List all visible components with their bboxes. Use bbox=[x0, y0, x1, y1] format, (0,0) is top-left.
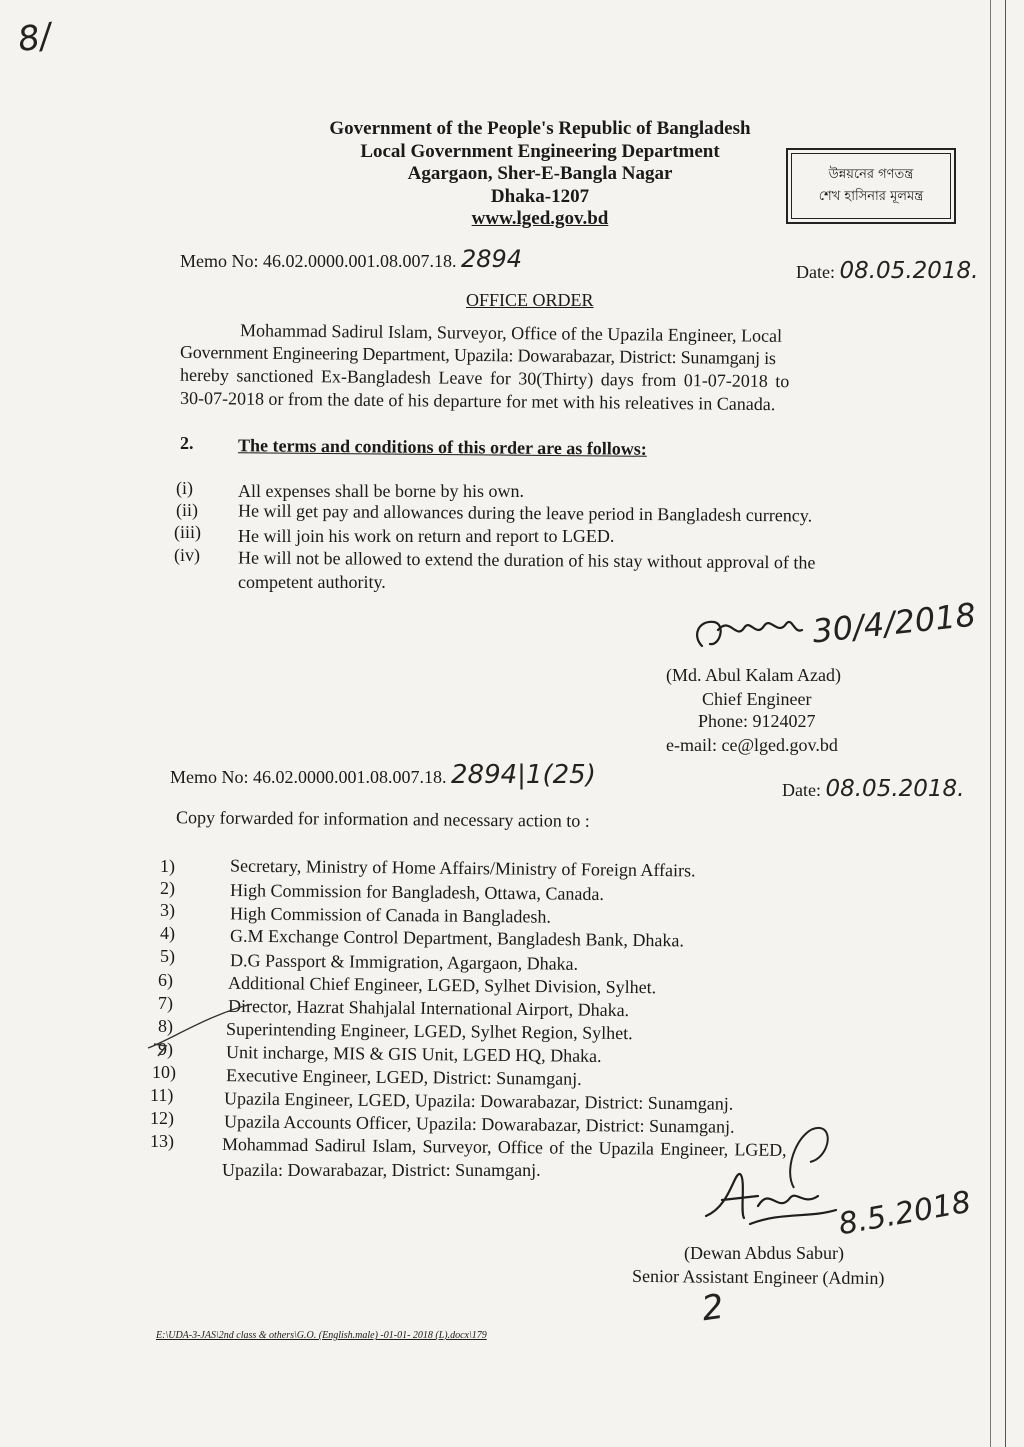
order-para-line-3: hereby sanctioned Ex-Bangladesh Leave for 30(Thirty) days from 01-07-2018 to bbox=[179, 364, 790, 392]
recipient-number: 11) bbox=[150, 1085, 174, 1105]
order-title: OFFICE ORDER bbox=[466, 290, 594, 310]
recipient-text-continued: Upazila: Dowarabazar, District: Sunamganj. bbox=[222, 1160, 541, 1180]
copy-memo-handwritten-number: 2894|1(25) bbox=[451, 760, 596, 790]
order-para-line-2: Government Engineering Department, Upazila: Dowarabazar, District: Sunamganj is bbox=[179, 341, 776, 369]
recipient-text: Upazila Engineer, LGED, Upazila: Dowarabazar, District: Sunamganj. bbox=[223, 1088, 734, 1114]
copy-memo-label: Memo No: 46.02.0000.001.08.007.18. bbox=[170, 767, 447, 787]
term-text: He will join his work on return and report to LGED. bbox=[238, 526, 615, 546]
header-city: Dhaka-1207 bbox=[490, 186, 590, 207]
margin-note: 2 bbox=[699, 1286, 727, 1330]
recipient-number: 9) bbox=[158, 1039, 173, 1059]
chief-engineer-name: (Md. Abul Kalam Azad) bbox=[666, 665, 841, 685]
senior-engineer-name: (Dewan Abdus Sabur) bbox=[684, 1243, 844, 1263]
recipient-text: Mohammad Sadirul Islam, Surveyor, Office of the Upazila Engineer, LGED, bbox=[221, 1134, 787, 1160]
page-edge-scan-border bbox=[990, 0, 1006, 1447]
section-number: 2. bbox=[180, 433, 194, 453]
term-number: (ii) bbox=[176, 500, 198, 520]
recipient-text: Upazila Accounts Officer, Upazila: Dowarabazar, District: Sunamganj. bbox=[223, 1111, 735, 1137]
chief-engineer-email[interactable]: e-mail: ce@lged.gov.bd bbox=[666, 735, 838, 755]
recipient-text: Secretary, Ministry of Home Affairs/Ministry of Foreign Affairs. bbox=[229, 855, 696, 881]
order-date-label: Date: bbox=[796, 262, 835, 282]
senior-engineer-signature bbox=[700, 1166, 840, 1236]
recipient-number: 10) bbox=[152, 1062, 176, 1082]
recipient-number: 2) bbox=[160, 878, 175, 898]
recipient-number: 12) bbox=[150, 1108, 174, 1128]
senior-engineer-signature-date: 8.5.2018 bbox=[835, 1184, 974, 1243]
chief-engineer-phone: Phone: 9124027 bbox=[698, 711, 816, 731]
recipient-number: 8) bbox=[158, 1016, 173, 1036]
recipient-text: High Commission of Canada in Bangladesh. bbox=[229, 903, 552, 927]
recipient-text: G.M Exchange Control Department, Bangladesh Bank, Dhaka. bbox=[229, 925, 684, 951]
order-memo-label: Memo No: 46.02.0000.001.08.007.18. bbox=[180, 251, 457, 271]
copy-date bbox=[782, 778, 964, 801]
order-date-handwritten: 08.05.2018. bbox=[839, 258, 979, 284]
recipient-number: 7) bbox=[158, 993, 173, 1013]
section-heading: The terms and conditions of this order are as follows: bbox=[237, 435, 647, 459]
recipient-text: Executive Engineer, LGED, District: Sunamganj. bbox=[225, 1065, 582, 1089]
term-number: (i) bbox=[176, 478, 193, 498]
chief-engineer-signature bbox=[690, 606, 810, 666]
term-number: (iii) bbox=[174, 522, 201, 542]
header-department: Local Government Engineering Department bbox=[360, 141, 720, 162]
recipient-number: 13) bbox=[150, 1131, 174, 1151]
recipient-text: Additional Chief Engineer, LGED, Sylhet Division, Sylhet. bbox=[227, 972, 657, 998]
term-text-continued: competent authority. bbox=[238, 572, 386, 592]
page-number-mark: 8/ bbox=[15, 15, 54, 61]
recipient-number: 4) bbox=[160, 923, 175, 943]
recipient-text: Unit incharge, MIS & GIS Unit, LGED HQ, Dhaka. bbox=[225, 1042, 602, 1066]
recipient-text: D.G Passport & Immigration, Agargaon, Dhaka. bbox=[229, 950, 579, 974]
order-para-line-4: 30-07-2018 or from the date of his departure for met with his releatives in Canada. bbox=[179, 387, 776, 415]
recipient-text: Superintending Engineer, LGED, Sylhet Region, Sylhet. bbox=[225, 1018, 633, 1044]
recipient-number: 1) bbox=[160, 856, 175, 876]
recipient-number: 6) bbox=[158, 970, 173, 990]
footer-file-path: E:\UDA-3-JAS\2nd class & others\G.O. (English.male) -01-01- 2018 (L).docx\179 bbox=[156, 1330, 487, 1341]
motto-box bbox=[786, 148, 956, 224]
copy-memo-number bbox=[170, 760, 596, 790]
header-address: Agargaon, Sher-E-Bangla Nagar bbox=[407, 163, 673, 184]
chief-engineer-signature-date: 30/4/2018 bbox=[810, 595, 978, 651]
copy-date-handwritten: 08.05.2018. bbox=[825, 776, 965, 802]
term-text: He will not be allowed to extend the duration of his stay without approval of the bbox=[237, 547, 816, 573]
copy-intro: Copy forwarded for information and necessary action to : bbox=[175, 807, 590, 831]
motto-line-1: উন্নয়নের গণতন্ত্র bbox=[828, 167, 914, 182]
chief-engineer-title: Chief Engineer bbox=[702, 689, 812, 709]
header-website[interactable]: www.lged.gov.bd bbox=[471, 208, 609, 229]
recipient-text: High Commission for Bangladesh, Ottawa, Canada. bbox=[229, 880, 605, 904]
recipient-number: 3) bbox=[160, 900, 175, 920]
order-para-line-1: Mohammad Sadirul Islam, Surveyor, Office of the Upazila Engineer, Local bbox=[239, 320, 783, 346]
recipient-text: Director, Hazrat Shahjalal International Airport, Dhaka. bbox=[227, 995, 630, 1021]
pen-checkmark bbox=[140, 1000, 260, 1060]
copy-date-label: Date: bbox=[782, 780, 821, 800]
order-memo-handwritten-number: 2894 bbox=[461, 245, 523, 273]
header-government: Government of the People's Republic of Bangladesh bbox=[329, 118, 751, 139]
order-date bbox=[796, 260, 978, 283]
term-number: (iv) bbox=[174, 545, 200, 565]
motto-line-2: শেখ হাসিনার মূলমন্ত্র bbox=[818, 189, 924, 204]
senior-engineer-title: Senior Assistant Engineer (Admin) bbox=[631, 1265, 885, 1289]
recipient-number: 5) bbox=[160, 946, 175, 966]
order-memo-number bbox=[180, 245, 523, 273]
term-text: He will get pay and allowances during the leave period in Bangladesh currency. bbox=[237, 500, 813, 526]
term-text: All expenses shall be borne by his own. bbox=[238, 481, 524, 501]
